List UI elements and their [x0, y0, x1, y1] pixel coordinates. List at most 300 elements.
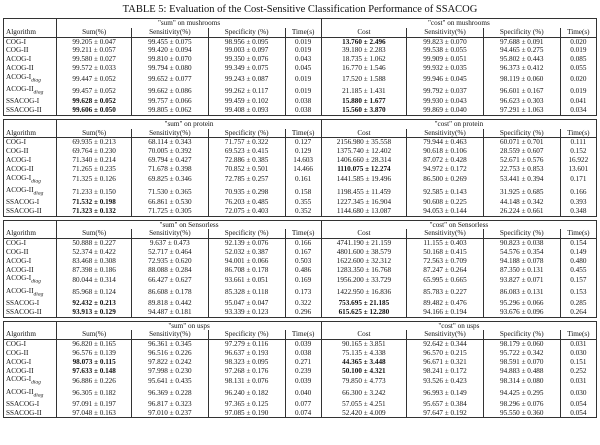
sum-metric-cell: 99.349 ± 0.075 — [208, 64, 285, 73]
sum-metric-cell: 0.038 — [285, 97, 321, 106]
table-row — [4, 388, 597, 400]
sum-metric-cell: 71.323 ± 0.132 — [57, 207, 132, 216]
table-row — [4, 165, 597, 174]
sum-metric-cell: 70.005 ± 0.392 — [131, 147, 208, 156]
cost-metric-cell: 99.946 ± 0.045 — [407, 73, 484, 85]
table-row — [4, 147, 597, 156]
table-caption: TABLE 5: Evaluation of the Cost-Sensitive Classification Performance of SSACOG — [122, 4, 478, 15]
sum-metric-cell: 69.825 ± 0.346 — [131, 174, 208, 186]
algorithm-subscript: diag — [33, 391, 44, 398]
sum-metric-cell: 92.432 ± 0.213 — [57, 299, 132, 308]
sum-metric-cell: 0.503 — [285, 257, 321, 266]
blank-cell — [4, 119, 57, 128]
cost-metric-cell: 0.166 — [560, 186, 596, 198]
table-row — [4, 198, 597, 207]
cost-metric-cell: 13.601 — [560, 165, 596, 174]
cost-metric-cell: 96.601 ± 0.167 — [483, 85, 560, 97]
table-row — [4, 248, 597, 257]
cost-metric-cell: 0.149 — [560, 248, 596, 257]
algorithm-name: ACOG-I — [4, 358, 57, 367]
sum-metric-cell: 0.166 — [285, 239, 321, 248]
cost-metric-cell: 1375.740 ± 12.402 — [321, 147, 406, 156]
cost-metric-cell: 4801.600 ± 38.579 — [321, 248, 406, 257]
sum-metric-cell: 96.361 ± 0.345 — [131, 340, 208, 349]
sum-metric-cell: 9.637 ± 0.473 — [131, 239, 208, 248]
sum-metric-cell: 72.935 ± 0.620 — [131, 257, 208, 266]
column-header: Time(s) — [285, 28, 321, 37]
table-row — [4, 37, 597, 46]
cost-metric-cell: 44.148 ± 0.342 — [483, 198, 560, 207]
sum-metric-cell: 99.757 ± 0.066 — [131, 97, 208, 106]
sum-metric-cell: 0.039 — [285, 375, 321, 387]
algorithm-name: ACOG-II — [4, 367, 57, 376]
algorithm-name: COG-I — [4, 37, 57, 46]
cost-metric-cell: 90.823 ± 0.038 — [483, 239, 560, 248]
column-header: Specificity (%) — [483, 229, 560, 238]
sum-metric-cell: 0.127 — [285, 138, 321, 147]
algorithm-name: COG-II — [4, 46, 57, 55]
column-header: Specificity (%) — [208, 28, 285, 37]
cost-metric-cell: 79.850 ± 4.773 — [321, 375, 406, 387]
cost-metric-cell: 0.157 — [560, 274, 596, 286]
cost-metric-cell: 0.153 — [560, 287, 596, 299]
cost-metric-cell: 21.185 ± 1.431 — [321, 85, 406, 97]
cost-metric-cell: 99.932 ± 0.035 — [407, 64, 484, 73]
cost-metric-cell: 89.482 ± 0.476 — [407, 299, 484, 308]
cost-metric-cell: 94.883 ± 0.488 — [483, 367, 560, 376]
algorithm-base: ACOG-I — [6, 72, 32, 81]
sum-metric-cell: 99.628 ± 0.052 — [57, 97, 132, 106]
algorithm-header: Algorithm — [4, 28, 57, 37]
cost-metric-cell: 0.020 — [560, 73, 596, 85]
cost-metric-cell: 39.180 ± 2.283 — [321, 46, 406, 55]
algorithm-base: ACOG-II — [6, 387, 34, 396]
cost-metric-cell: 2156.980 ± 35.558 — [321, 138, 406, 147]
sum-metric-cell: 0.019 — [285, 46, 321, 55]
column-header: Sum(%) — [57, 330, 132, 339]
sum-metric-cell: 97.268 ± 0.176 — [208, 367, 285, 376]
algorithm-name: ACOG-I — [4, 257, 57, 266]
table-row — [4, 46, 597, 55]
cost-metric-cell: 1441.585 ± 19.496 — [321, 174, 406, 186]
algorithm-name: COG-II — [4, 248, 57, 257]
sum-metric-cell: 0.019 — [285, 73, 321, 85]
table-row — [4, 367, 597, 376]
cost-metric-cell: 90.608 ± 0.225 — [407, 198, 484, 207]
cost-metric-cell: 1422.950 ± 16.836 — [321, 287, 406, 299]
sum-metric-cell: 69.935 ± 0.213 — [57, 138, 132, 147]
cost-metric-cell: 16.770 ± 1.546 — [321, 64, 406, 73]
sum-metric-cell: 52.374 ± 0.422 — [57, 248, 132, 257]
sum-metric-cell: 97.010 ± 0.237 — [131, 409, 208, 418]
sum-metric-cell: 99.572 ± 0.033 — [57, 64, 132, 73]
table-row — [4, 207, 597, 216]
column-header: Cost — [321, 330, 406, 339]
table-row — [4, 239, 597, 248]
cost-metric-cell: 18.735 ± 1.062 — [321, 55, 406, 64]
cost-metric-cell: 57.055 ± 4.251 — [321, 400, 406, 409]
table-row — [4, 308, 597, 317]
table-row — [4, 409, 597, 418]
sum-metric-cell: 94.001 ± 0.066 — [208, 257, 285, 266]
left-group-title: "sum" on usps — [57, 321, 321, 330]
algorithm-base: ACOG-II — [6, 286, 34, 295]
sum-metric-cell: 99.205 ± 0.047 — [57, 37, 132, 46]
blank-cell — [4, 321, 57, 330]
right-group-title: "cost" on Sensorless — [321, 220, 596, 229]
cost-metric-cell: 1227.345 ± 16.904 — [321, 198, 406, 207]
table-row — [4, 174, 597, 186]
cost-metric-cell: 96.671 ± 0.321 — [407, 358, 484, 367]
cost-metric-cell: 0.285 — [560, 299, 596, 308]
cost-metric-cell: 96.993 ± 0.149 — [407, 388, 484, 400]
sum-metric-cell: 71.725 ± 0.305 — [131, 207, 208, 216]
cost-metric-cell: 0.030 — [560, 388, 596, 400]
cost-metric-cell: 0.041 — [560, 97, 596, 106]
cost-metric-cell: 93.526 ± 0.423 — [407, 375, 484, 387]
sum-metric-cell: 99.243 ± 0.087 — [208, 73, 285, 85]
cost-metric-cell: 93.676 ± 0.096 — [483, 308, 560, 317]
cost-metric-cell: 98.179 ± 0.060 — [483, 340, 560, 349]
sum-metric-cell: 0.074 — [285, 409, 321, 418]
sum-metric-cell: 99.262 ± 0.117 — [208, 85, 285, 97]
sum-metric-cell: 70.935 ± 0.298 — [208, 186, 285, 198]
sum-metric-cell: 71.532 ± 0.198 — [57, 198, 132, 207]
table-row — [4, 266, 597, 275]
algorithm-name: COG-I — [4, 138, 57, 147]
cost-metric-cell: 98.314 ± 0.080 — [483, 375, 560, 387]
table-row — [4, 64, 597, 73]
sum-metric-cell: 72.075 ± 0.403 — [208, 207, 285, 216]
cost-metric-cell: 79.944 ± 0.463 — [407, 138, 484, 147]
algorithm-name: COG-II — [4, 349, 57, 358]
algorithm-subscript: diag — [33, 190, 44, 197]
sum-metric-cell: 92.139 ± 0.076 — [208, 239, 285, 248]
sum-metric-cell: 70.852 ± 0.501 — [208, 165, 285, 174]
cost-metric-cell: 15.560 ± 3.870 — [321, 106, 406, 115]
sum-metric-cell: 96.817 ± 0.323 — [131, 400, 208, 409]
sum-metric-cell: 98.323 ± 0.095 — [208, 358, 285, 367]
cost-metric-cell: 86.500 ± 0.269 — [407, 174, 484, 186]
sum-metric-cell: 0.161 — [285, 174, 321, 186]
sum-metric-cell: 96.886 ± 0.226 — [57, 375, 132, 387]
sum-metric-cell: 0.355 — [285, 198, 321, 207]
cost-metric-cell: 1956.200 ± 33.729 — [321, 274, 406, 286]
column-header: Sensitivity(%) — [407, 229, 484, 238]
sum-metric-cell: 98.131 ± 0.076 — [208, 375, 285, 387]
block-title-row — [4, 119, 597, 128]
cost-metric-cell: 0.111 — [560, 138, 596, 147]
cost-metric-cell: 0.480 — [560, 257, 596, 266]
sum-metric-cell: 71.325 ± 0.126 — [57, 174, 132, 186]
column-header-row — [4, 229, 597, 238]
sum-metric-cell: 71.340 ± 0.214 — [57, 156, 132, 165]
algorithm-header: Algorithm — [4, 229, 57, 238]
cost-metric-cell: 95.657 ± 0.384 — [407, 400, 484, 409]
column-header: Specificity (%) — [208, 330, 285, 339]
cost-metric-cell: 60.071 ± 0.701 — [483, 138, 560, 147]
sum-metric-cell: 95.641 ± 0.435 — [131, 375, 208, 387]
right-group-title: "cost" on protein — [321, 119, 596, 128]
algorithm-name — [4, 287, 57, 299]
table-row — [4, 73, 597, 85]
sum-metric-cell: 96.820 ± 0.165 — [57, 340, 132, 349]
cost-metric-cell: 0.154 — [560, 239, 596, 248]
cost-metric-cell: 0.054 — [560, 409, 596, 418]
cost-metric-cell: 16.922 — [560, 156, 596, 165]
algorithm-name — [4, 85, 57, 97]
sum-metric-cell: 99.447 ± 0.052 — [57, 73, 132, 85]
sum-metric-cell: 0.167 — [285, 248, 321, 257]
cost-metric-cell: 65.995 ± 0.665 — [407, 274, 484, 286]
sum-metric-cell: 0.173 — [285, 287, 321, 299]
algorithm-name: COG-I — [4, 239, 57, 248]
algorithm-subscript: diag — [31, 379, 41, 386]
cost-metric-cell: 99.538 ± 0.055 — [407, 46, 484, 55]
column-header: Specificity (%) — [483, 330, 560, 339]
column-header: Sum(%) — [57, 28, 132, 37]
column-header: Sum(%) — [57, 229, 132, 238]
cost-metric-cell: 50.168 ± 0.415 — [407, 248, 484, 257]
sum-metric-cell: 99.211 ± 0.057 — [57, 46, 132, 55]
cost-metric-cell: 1110.075 ± 12.274 — [321, 165, 406, 174]
cost-metric-cell: 0.055 — [560, 64, 596, 73]
cost-metric-cell: 99.823 ± 0.070 — [407, 37, 484, 46]
cost-metric-cell: 0.031 — [560, 340, 596, 349]
sum-metric-cell: 69.764 ± 0.230 — [57, 147, 132, 156]
algorithm-base: ACOG-I — [6, 173, 32, 182]
cost-metric-cell: 99.930 ± 0.043 — [407, 97, 484, 106]
table-row — [4, 299, 597, 308]
sum-metric-cell: 72.886 ± 0.385 — [208, 156, 285, 165]
left-group-title: "sum" on Sensorless — [57, 220, 321, 229]
cost-metric-cell: 98.241 ± 0.172 — [407, 367, 484, 376]
sum-metric-cell: 71.678 ± 0.398 — [131, 165, 208, 174]
cost-metric-cell: 13.760 ± 2.496 — [321, 37, 406, 46]
cost-metric-cell: 94.053 ± 0.144 — [407, 207, 484, 216]
table-row — [4, 340, 597, 349]
sum-metric-cell: 96.305 ± 0.182 — [57, 388, 132, 400]
algorithm-name: ACOG-II — [4, 64, 57, 73]
sum-metric-cell: 96.240 ± 0.182 — [208, 388, 285, 400]
sum-metric-cell: 66.861 ± 0.530 — [131, 198, 208, 207]
algorithm-name — [4, 388, 57, 400]
sum-metric-cell: 71.233 ± 0.150 — [57, 186, 132, 198]
cost-metric-cell: 0.034 — [560, 106, 596, 115]
blank-cell — [4, 220, 57, 229]
cost-metric-cell: 96.623 ± 0.303 — [483, 97, 560, 106]
cost-metric-cell: 0.020 — [560, 37, 596, 46]
cost-metric-cell: 0.085 — [560, 55, 596, 64]
algorithm-name — [4, 73, 57, 85]
sum-metric-cell: 98.073 ± 0.115 — [57, 358, 132, 367]
sum-metric-cell: 99.662 ± 0.086 — [131, 85, 208, 97]
left-group-title: "sum" on mushrooms — [57, 19, 321, 28]
cost-metric-cell: 0.019 — [560, 85, 596, 97]
sum-metric-cell: 98.956 ± 0.095 — [208, 37, 285, 46]
cost-metric-cell: 22.753 ± 0.853 — [483, 165, 560, 174]
sum-metric-cell: 0.039 — [285, 340, 321, 349]
sum-metric-cell: 71.530 ± 0.365 — [131, 186, 208, 198]
cost-metric-cell: 0.031 — [560, 375, 596, 387]
sum-metric-cell: 50.888 ± 0.227 — [57, 239, 132, 248]
sum-metric-cell: 88.088 ± 0.284 — [131, 266, 208, 275]
column-header-row — [4, 330, 597, 339]
sum-metric-cell: 85.968 ± 0.124 — [57, 287, 132, 299]
cost-metric-cell: 44.365 ± 3.448 — [321, 358, 406, 367]
sum-metric-cell: 83.468 ± 0.308 — [57, 257, 132, 266]
algorithm-base: ACOG-I — [6, 375, 32, 384]
cost-metric-cell: 95.550 ± 0.360 — [483, 409, 560, 418]
sum-metric-cell: 97.365 ± 0.125 — [208, 400, 285, 409]
sum-metric-cell: 52.032 ± 0.387 — [208, 248, 285, 257]
cost-metric-cell: 1622.600 ± 32.312 — [321, 257, 406, 266]
sum-metric-cell: 0.158 — [285, 186, 321, 198]
cost-metric-cell: 87.072 ± 0.428 — [407, 156, 484, 165]
algorithm-name: SSACOG-I — [4, 198, 57, 207]
cost-metric-cell: 0.151 — [560, 358, 596, 367]
sum-metric-cell: 94.487 ± 0.181 — [131, 308, 208, 317]
cost-metric-cell: 17.520 ± 1.588 — [321, 73, 406, 85]
cost-metric-cell: 98.119 ± 0.060 — [483, 73, 560, 85]
sum-metric-cell: 99.457 ± 0.052 — [57, 85, 132, 97]
column-header: Time(s) — [285, 330, 321, 339]
algorithm-name: ACOG-I — [4, 55, 57, 64]
cost-metric-cell: 11.155 ± 0.403 — [407, 239, 484, 248]
cost-metric-cell: 50.100 ± 4.321 — [321, 367, 406, 376]
cost-metric-cell: 97.688 ± 0.091 — [483, 37, 560, 46]
left-group-title: "sum" on protein — [57, 119, 321, 128]
cost-metric-cell: 53.441 ± 0.394 — [483, 174, 560, 186]
cost-metric-cell: 0.348 — [560, 207, 596, 216]
sum-metric-cell: 97.091 ± 0.197 — [57, 400, 132, 409]
column-header: Sensitivity(%) — [131, 330, 208, 339]
column-header: Sensitivity(%) — [131, 28, 208, 37]
cost-metric-cell: 0.019 — [560, 46, 596, 55]
cost-metric-cell: 66.300 ± 3.242 — [321, 388, 406, 400]
cost-metric-cell: 1198.455 ± 11.459 — [321, 186, 406, 198]
sum-metric-cell: 96.369 ± 0.228 — [131, 388, 208, 400]
algorithm-name — [4, 375, 57, 387]
sum-metric-cell: 97.279 ± 0.116 — [208, 340, 285, 349]
cost-metric-cell: 0.393 — [560, 198, 596, 207]
algorithm-name — [4, 186, 57, 198]
cost-metric-cell: 90.165 ± 3.851 — [321, 340, 406, 349]
column-header: Time(s) — [560, 229, 596, 238]
table-row — [4, 287, 597, 299]
sum-metric-cell: 0.239 — [285, 367, 321, 376]
table-row — [4, 400, 597, 409]
sum-metric-cell: 99.810 ± 0.070 — [131, 55, 208, 64]
sum-metric-cell: 96.637 ± 0.193 — [208, 349, 285, 358]
table-row — [4, 156, 597, 165]
column-header: Sensitivity(%) — [407, 28, 484, 37]
sum-metric-cell: 0.038 — [285, 106, 321, 115]
cost-metric-cell: 753.695 ± 21.185 — [321, 299, 406, 308]
cost-metric-cell: 95.722 ± 0.342 — [483, 349, 560, 358]
sum-metric-cell: 99.350 ± 0.076 — [208, 55, 285, 64]
sum-metric-cell: 96.576 ± 0.139 — [57, 349, 132, 358]
cost-metric-cell: 1406.660 ± 28.314 — [321, 156, 406, 165]
column-header: Specificity (%) — [208, 129, 285, 138]
cost-metric-cell: 95.802 ± 0.443 — [483, 55, 560, 64]
cost-metric-cell: 94.425 ± 0.295 — [483, 388, 560, 400]
cost-metric-cell: 98.296 ± 0.076 — [483, 400, 560, 409]
column-header: Sensitivity(%) — [407, 129, 484, 138]
column-header: Cost — [321, 129, 406, 138]
sum-metric-cell: 97.633 ± 0.148 — [57, 367, 132, 376]
cost-metric-cell: 92.642 ± 0.344 — [407, 340, 484, 349]
sum-metric-cell: 97.085 ± 0.190 — [208, 409, 285, 418]
sum-metric-cell: 89.818 ± 0.442 — [131, 299, 208, 308]
blank-cell — [4, 19, 57, 28]
sum-metric-cell: 0.129 — [285, 147, 321, 156]
algorithm-name — [4, 274, 57, 286]
sum-metric-cell: 80.044 ± 0.314 — [57, 274, 132, 286]
cost-metric-cell: 1144.680 ± 13.087 — [321, 207, 406, 216]
cost-metric-cell: 93.827 ± 0.071 — [483, 274, 560, 286]
algorithm-name: ACOG-II — [4, 165, 57, 174]
sum-metric-cell: 86.608 ± 0.178 — [131, 287, 208, 299]
right-group-title: "cost" on usps — [321, 321, 596, 330]
sum-metric-cell: 68.114 ± 0.343 — [131, 138, 208, 147]
cost-metric-cell: 4741.190 ± 21.159 — [321, 239, 406, 248]
column-header: Specificity (%) — [483, 28, 560, 37]
cost-metric-cell: 98.591 ± 0.070 — [483, 358, 560, 367]
sum-metric-cell: 0.038 — [285, 349, 321, 358]
algorithm-subscript: diag — [33, 89, 44, 96]
sum-metric-cell: 52.717 ± 0.464 — [131, 248, 208, 257]
table-row — [4, 106, 597, 115]
sum-metric-cell: 0.322 — [285, 299, 321, 308]
sum-metric-cell: 69.523 ± 0.415 — [208, 147, 285, 156]
sum-metric-cell: 99.606 ± 0.050 — [57, 106, 132, 115]
algorithm-subscript: diag — [31, 77, 41, 84]
sum-metric-cell: 0.045 — [285, 64, 321, 73]
algorithm-name: COG-II — [4, 147, 57, 156]
column-header: Time(s) — [285, 229, 321, 238]
algorithm-name: COG-I — [4, 340, 57, 349]
algorithm-name: SSACOG-I — [4, 97, 57, 106]
table-row — [4, 97, 597, 106]
cost-metric-cell: 94.188 ± 0.078 — [483, 257, 560, 266]
cost-metric-cell: 0.152 — [560, 147, 596, 156]
column-header: Sensitivity(%) — [407, 330, 484, 339]
column-header: Sensitivity(%) — [131, 129, 208, 138]
cost-metric-cell: 99.869 ± 0.040 — [407, 106, 484, 115]
table-row — [4, 138, 597, 147]
table-row — [4, 349, 597, 358]
algorithm-name: ACOG-I — [4, 156, 57, 165]
cost-metric-cell: 0.455 — [560, 266, 596, 275]
cost-metric-cell: 54.576 ± 0.354 — [483, 248, 560, 257]
table-row — [4, 186, 597, 198]
column-header: Time(s) — [285, 129, 321, 138]
sum-metric-cell: 96.516 ± 0.226 — [131, 349, 208, 358]
sum-metric-cell: 0.040 — [285, 388, 321, 400]
cost-metric-cell: 94.972 ± 0.172 — [407, 165, 484, 174]
sum-metric-cell: 69.794 ± 0.427 — [131, 156, 208, 165]
algorithm-subscript: diag — [31, 278, 41, 285]
cost-metric-cell: 75.135 ± 4.338 — [321, 349, 406, 358]
algorithm-name: SSACOG-II — [4, 207, 57, 216]
column-header-row — [4, 28, 597, 37]
sum-metric-cell: 0.352 — [285, 207, 321, 216]
sum-metric-cell: 99.003 ± 0.097 — [208, 46, 285, 55]
cost-metric-cell: 97.291 ± 1.063 — [483, 106, 560, 115]
sum-metric-cell: 0.271 — [285, 358, 321, 367]
algorithm-header: Algorithm — [4, 330, 57, 339]
